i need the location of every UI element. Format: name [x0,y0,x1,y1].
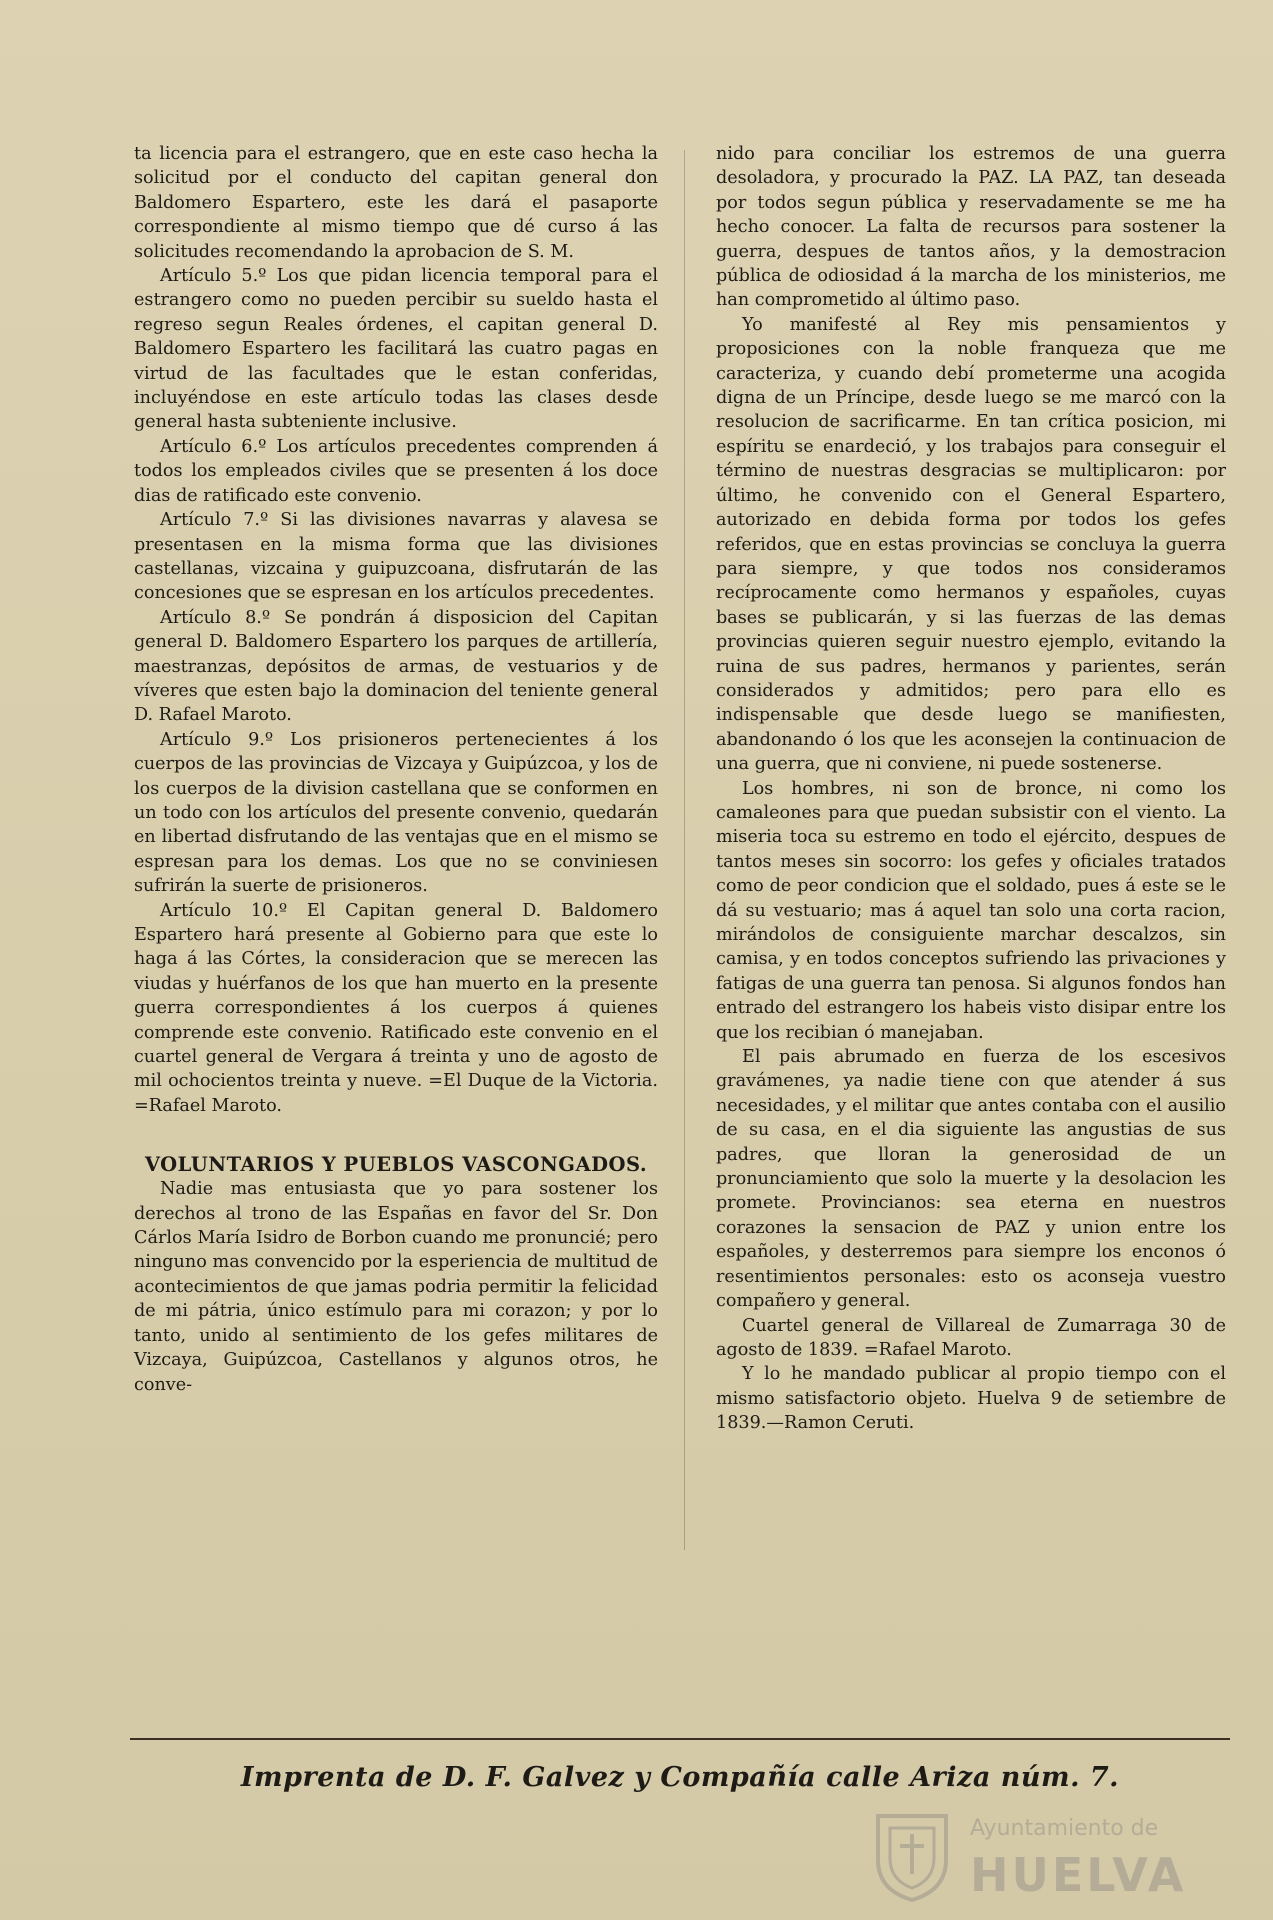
article-6: Artículo 6.º Los artículos precedentes comprenden á todos los empleados civiles que se presenten á los doce dias de ratificado este convenio. [134,436,658,506]
left-column [134,142,658,1397]
article-10: Artículo 10.º El Capitan general D. Baldomero Espartero hará presente al Gobierno para que este lo haga á las Córtes, la consideracion que se merecen las viudas y huérfanos de los que han muerto en la presente guerra correspondientes á los cuerpos á quienes comprende este convenio. Ratificado este convenio en el cuartel general de Vergara á treinta y uno de agosto de mil ochocientos treinta y nueve. =El Duque de la Victoria. =Rafael Maroto. [134,900,658,1116]
right-column [716,142,1226,1436]
article-8: Artículo 8.º Se pondrán á disposicion del Capitan general D. Baldomero Espartero los parques de artillería, maestranzas, depósitos de armas, de vestuarios y de víveres que esten bajo la dominacion del teniente general D. Rafael Maroto. [134,607,658,726]
article-9: Artículo 9.º Los prisioneros pertenecientes á los cuerpos de las provincias de Vizcaya y Guipúzcoa, y los de los cuerpos de la division castellana que se conformen en un todo con los artículos del presente convenio, quedarán en libertad disfrutando de las ventajas que en el mismo se espresan para los demas. Los que no se conviniesen sufrirán la suerte de prisioneros. [134,729,658,897]
coat-of-arms-icon [870,1808,954,1904]
paragraph-king: Yo manifesté al Rey mis pensamientos y proposiciones con la noble franqueza que me caracteriza, y cuando debí prometerme una acogida digna de un Príncipe, desde luego se me marcó con la resolucion de sacrificarme. En tan crítica posicion, mi espíritu se enardeció, y los trabajos para conseguir el término de nuestras desgracias se multiplicaron: por último, he convenido con el General Espartero, autorizado en debida forma por todos los gefes referidos, que en estas provincias se concluya la guerra para siempre, y que todos nos consideramos recíprocamente como hermanos y españoles, cuyas bases se publicarán, y si las fuerzas de las demas provincias quieren seguir nuestro ejemplo, evitando la ruina de sus padres, hermanos y parientes, serán considerados y admitidos; pero para ello es indispensable que desde luego se manifiesten, abandonando ó los que les aconsejen la continuacion de una guerra, que ni conviene, ni puede sostenerse. [716,314,1226,775]
paragraph-continuation: ta licencia para el estrangero, que en este caso hecha la solicitud por el conducto del capitan general don Baldomero Espartero, este les dará el pasaporte correspondiente al mismo tiempo que dé curso á las solicitudes recomendando la aprobacion de S. M. [134,144,658,262]
watermark-line2: HUELVA [970,1848,1187,1902]
article-5: Artículo 5.º Los que pidan licencia temporal para el estrangero como no pueden percibir su sueldo hasta el regreso segun Reales órdenes, el capitan general D. Baldomero Espartero les facilitará las cuatro pagas en virtud de las facultades que le estan conferidas, incluyéndose en este artículo todas las clases desde general hasta subteniente inclusive. [134,266,658,433]
section-heading: VOLUNTARIOS Y PUEBLOS VASCONGADOS. [144,1153,648,1177]
publication-note: Y lo he mandado publicar al propio tiempo con el mismo satisfactorio objeto. Huelva 9 de setiembre de 1839.—Ramon Ceruti. [716,1364,1226,1434]
paragraph-pais: El pais abrumado en fuerza de los escesivos gravámenes, ya nadie tiene con que atender á sus necesidades, y el militar que antes contaba con el ausilio de su casa, en el dia siguiente las angustias de sus padres, que lloran la generosidad de un pronunciamiento que solo la muerte y la desolacion les promete. Provincianos: sea eterna en nuestros corazones la sensacion de PAZ y union entre los españoles, y desterremos para siempre los enconos ó resentimientos personales: esto os aconseja vuestro compañero y general. [716,1047,1226,1312]
watermark-line1: Ayuntamiento de [970,1816,1159,1841]
proclamation-continuation: nido para conciliar los estremos de una guerra desoladora, y procurado la PAZ. LA PAZ, tan deseada por todos segun pública y reservadamente se me ha hecho conocer. La falta de recursos para sostener la guerra, despues de tantos años, y la demostracion pública de odiosidad á la marcha de los ministerios, me han comprometido al último paso. [716,144,1226,311]
footer-rule [130,1738,1230,1740]
proclamation-start: Nadie mas entusiasta que yo para sostener los derechos al trono de las Españas en favor del Sr. Don Cárlos María Isidro de Borbon cuando me pronuncié; pero ninguno mas convencido por la esperiencia de multitud de acontecimientos de que jamas podria permitir la felicidad de mi pátria, único estímulo para mi corazon; y por lo tanto, unido al sentimiento de los gefes militares de Vizcaya, Guipúzcoa, Castellanos y algunos otros, he conve- [134,1179,658,1395]
article-7: Artículo 7.º Si las divisiones navarras y alavesa se presentasen en la misma forma que las divisiones castellanas, vizcaina y guipuzcoana, disfrutarán de las concesiones que se espresan en los artículos precedentes. [134,510,658,604]
paragraph-hombres: Los hombres, ni son de bronce, ni como los camaleones para que puedan subsistir con el viento. La miseria toca su estremo en todo el ejército, despues de tantos meses sin socorro: los gefes y oficiales tratados como de peor condicion que el soldado, pues á este se le dá su vestuario; mas á aquel tan solo una corta racion, mirándolos de consiguiente marchar descalzos, sin camisa, y en todos conceptos sufriendo las privaciones y fatigas de una guerra tan penosa. Si algunos fondos han entrado del estrangero los habeis visto disipar entre los que los recibian ó manejaban. [716,778,1226,1043]
signature-line: Cuartel general de Villareal de Zumarraga 30 de agosto de 1839. =Rafael Maroto. [716,1315,1226,1360]
column-divider [684,150,685,1550]
watermark [870,1808,1210,1908]
printer-imprint: Imprenta de D. F. Galvez y Compañía calle Ariza núm. 7. [240,1762,1120,1793]
